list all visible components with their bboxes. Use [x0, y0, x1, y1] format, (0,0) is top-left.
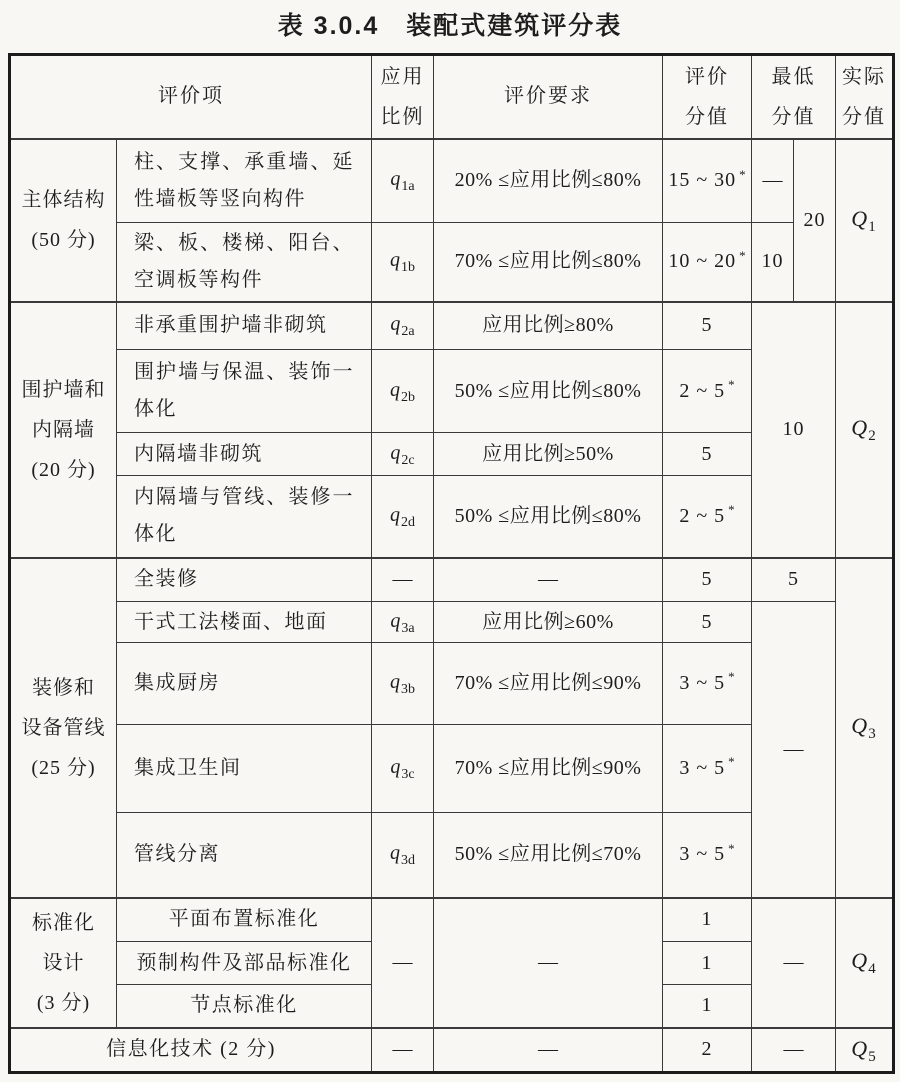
group-line: 围护墙和	[21, 378, 106, 401]
group-line: 主体结构	[21, 189, 106, 211]
group-line: 设计	[42, 951, 85, 974]
q-symbol: q	[390, 378, 401, 401]
q-symbol: q	[390, 503, 401, 526]
requirement-cell: 50% ≤应用比例≤80%	[434, 476, 663, 558]
score-star: *	[739, 166, 746, 182]
ratio-code-q1a	[372, 139, 434, 223]
score-value: 5	[701, 568, 713, 591]
min-score-shared-cell: 10	[752, 302, 836, 558]
score-cell	[663, 302, 752, 350]
score-cell	[663, 223, 752, 302]
requirement-cell: 应用比例≥80%	[434, 302, 663, 350]
score-cell	[663, 433, 752, 476]
ratio-code-q2d	[372, 476, 434, 558]
Q-subscript: 3	[868, 726, 877, 743]
score-cell	[663, 898, 752, 942]
score-cell	[663, 350, 752, 433]
item-prefab-component-standardization: 预制构件及部品标准化	[117, 942, 372, 985]
group-line: (20 分)	[31, 458, 96, 481]
requirement-dash-cell: —	[434, 898, 663, 1028]
score-value: 3 ~ 5	[679, 672, 726, 694]
q-subscript: 2b	[401, 389, 415, 405]
item-integrated-bathroom: 集成卫生间	[117, 725, 372, 813]
min-score-cell: 10	[752, 223, 794, 302]
score-value: 5	[701, 314, 713, 337]
requirement-dash-cell: —	[434, 558, 663, 602]
q-symbol: q	[390, 441, 402, 464]
score-star: *	[739, 247, 746, 263]
score-cell	[663, 985, 752, 1028]
header-line: 分值	[685, 105, 729, 128]
item-non-masonry-partition-wall: 内隔墙非砌筑	[117, 433, 372, 476]
item-dry-construction-floor: 干式工法楼面、地面	[117, 602, 372, 643]
requirement-cell: 70% ≤应用比例≤80%	[434, 223, 663, 302]
score-cell	[663, 139, 752, 223]
Q-subscript: 2	[868, 428, 877, 445]
score-value: 1	[701, 994, 713, 1017]
item-partition-pipeline-decoration-integration: 内隔墙与管线、装修一体化	[117, 476, 372, 558]
item-integrated-kitchen: 集成厨房	[117, 643, 372, 725]
q-subscript: 2d	[401, 514, 415, 530]
requirement-cell: 20% ≤应用比例≤80%	[434, 139, 663, 223]
requirement-dash-cell: —	[434, 1028, 663, 1073]
ratio-code-q1b	[372, 223, 434, 302]
q-subscript: 2c	[401, 452, 415, 468]
header-application-ratio	[372, 55, 434, 139]
score-value: 10 ~ 20	[668, 250, 737, 273]
group-enclosure-and-partition-walls	[10, 302, 117, 558]
score-cell	[663, 476, 752, 558]
q-subscript: 3d	[401, 853, 415, 869]
ratio-code-q3b	[372, 643, 434, 725]
min-score-cell: —	[752, 1028, 836, 1073]
item-information-technology: 信息化技术 (2 分)	[10, 1028, 372, 1073]
header-line: 评价	[685, 65, 729, 88]
min-score-shared-cell: —	[752, 602, 836, 898]
group-line: (50 分)	[31, 229, 96, 251]
item-pipeline-separation: 管线分离	[117, 813, 372, 898]
min-score-shared-cell: —	[752, 898, 836, 1028]
q-symbol: q	[390, 756, 402, 779]
Q-symbol: Q	[851, 205, 869, 231]
score-cell	[663, 643, 752, 725]
score-star: *	[728, 669, 735, 685]
actual-score-q2	[836, 302, 894, 558]
q-symbol: q	[390, 249, 401, 272]
group-line: 标准化	[32, 911, 95, 934]
ratio-code-q2c	[372, 433, 434, 476]
ratio-code-q2a	[372, 302, 434, 350]
q-subscript: 3a	[401, 620, 415, 636]
score-value: 2 ~ 5	[679, 379, 726, 402]
header-line: 最低	[771, 65, 816, 88]
header-line: 比例	[380, 105, 425, 128]
q-symbol: q	[390, 671, 401, 694]
min-score-cell: —	[752, 139, 794, 223]
requirement-cell: 应用比例≥60%	[434, 602, 663, 643]
score-value: 15 ~ 30	[668, 169, 737, 192]
item-horizontal-members: 梁、板、楼梯、阳台、空调板等构件	[117, 223, 372, 302]
score-cell	[663, 725, 752, 813]
scoring-table	[8, 53, 895, 1074]
q-subscript: 3b	[401, 682, 415, 698]
ratio-dash-cell: —	[372, 898, 434, 1028]
group-main-structure	[10, 139, 117, 302]
group-decoration-and-mep	[10, 558, 117, 898]
Q-subscript: 4	[868, 961, 877, 978]
requirement-cell: 50% ≤应用比例≤70%	[434, 813, 663, 898]
header-evaluation-item: 评价项	[10, 55, 372, 139]
score-value: 3 ~ 5	[679, 843, 726, 866]
Q-symbol: Q	[851, 415, 869, 441]
header-line: 分值	[842, 105, 886, 128]
score-value: 5	[701, 442, 713, 465]
score-cell	[663, 602, 752, 643]
score-value: 1	[701, 908, 713, 931]
header-minimum-score	[752, 55, 836, 139]
score-cell	[663, 942, 752, 985]
actual-score-q3	[836, 558, 894, 898]
requirement-cell: 70% ≤应用比例≤90%	[434, 643, 663, 725]
actual-score-q1	[836, 139, 894, 302]
group-line: (3 分)	[36, 991, 91, 1014]
header-line: 实际	[842, 65, 886, 88]
ratio-dash-cell: —	[372, 558, 434, 602]
score-value: 3 ~ 5	[679, 757, 726, 779]
q-symbol: q	[390, 842, 401, 865]
item-joint-standardization: 节点标准化	[117, 985, 372, 1028]
group-line: 装修和	[32, 676, 95, 699]
Q-symbol: Q	[851, 713, 869, 739]
requirement-cell: 应用比例≥50%	[434, 433, 663, 476]
Q-symbol: Q	[851, 1035, 869, 1061]
score-value: 2 ~ 5	[679, 504, 726, 527]
group-line: 设备管线	[21, 716, 106, 739]
ratio-code-q3d	[372, 813, 434, 898]
q-subscript: 2a	[401, 324, 415, 340]
score-star: *	[728, 840, 735, 856]
item-enclosure-insulation-decoration-integration: 围护墙与保温、装饰一体化	[117, 350, 372, 433]
ratio-code-q3c	[372, 725, 434, 813]
item-plan-layout-standardization: 平面布置标准化	[117, 898, 372, 942]
score-star: *	[728, 376, 735, 392]
score-cell	[663, 1028, 752, 1073]
group-line: (25 分)	[31, 756, 96, 779]
item-full-decoration: 全装修	[117, 558, 372, 602]
score-value: 1	[701, 951, 713, 974]
requirement-cell: 50% ≤应用比例≤80%	[434, 350, 663, 433]
score-star: *	[728, 754, 735, 770]
group-standardized-design	[10, 898, 117, 1028]
requirement-cell: 70% ≤应用比例≤90%	[434, 725, 663, 813]
actual-score-q4	[836, 898, 894, 1028]
header-actual-score	[836, 55, 894, 139]
Q-subscript: 1	[868, 218, 877, 235]
score-value: 5	[701, 610, 713, 633]
score-cell	[663, 813, 752, 898]
header-evaluation-requirement: 评价要求	[434, 55, 663, 139]
ratio-code-q3a	[372, 602, 434, 643]
q-subscript: 1b	[401, 260, 415, 276]
Q-symbol: Q	[851, 948, 869, 974]
q-subscript: 3c	[401, 767, 415, 783]
q-symbol: q	[390, 313, 402, 336]
item-vertical-members: 柱、支撑、承重墙、延性墙板等竖向构件	[117, 139, 372, 223]
header-line: 应用	[380, 65, 425, 88]
ratio-dash-cell: —	[372, 1028, 434, 1073]
actual-score-q5	[836, 1028, 894, 1073]
header-line: 分值	[771, 105, 816, 128]
min-score-shared-cell: 20	[794, 139, 836, 302]
Q-subscript: 5	[868, 1048, 877, 1065]
group-line: 内隔墙	[32, 418, 95, 441]
q-symbol: q	[390, 609, 402, 632]
min-score-cell: 5	[752, 558, 836, 602]
q-subscript: 1a	[401, 179, 415, 195]
score-star: *	[728, 502, 735, 518]
table-caption: 表 3.0.4 装配式建筑评分表	[277, 12, 623, 40]
score-value: 2	[701, 1038, 713, 1061]
q-symbol: q	[390, 168, 402, 191]
ratio-code-q2b	[372, 350, 434, 433]
header-evaluation-score	[663, 55, 752, 139]
score-cell	[663, 558, 752, 602]
item-non-masonry-enclosure-wall: 非承重围护墙非砌筑	[117, 302, 372, 350]
